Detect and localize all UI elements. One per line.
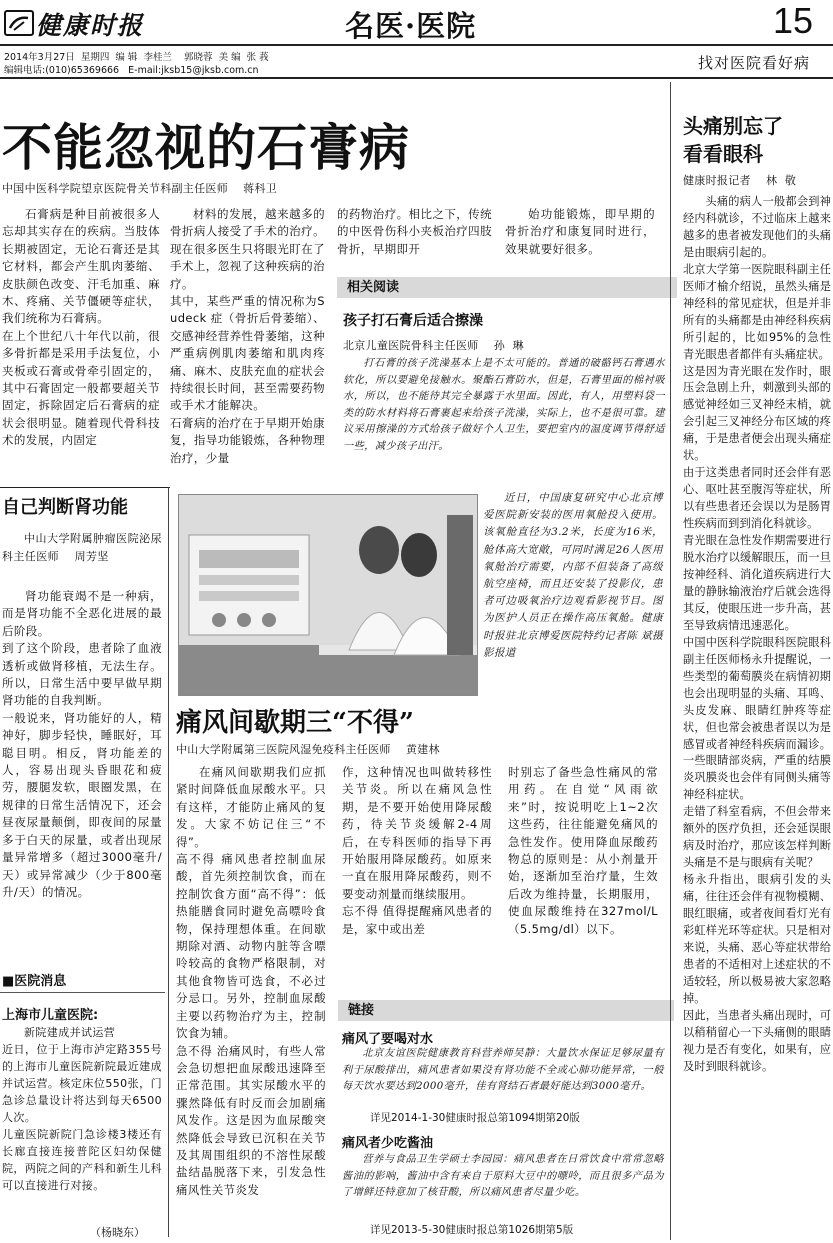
- gout-headline: 痛风间歇期三“不得”: [176, 708, 414, 738]
- main-col-2: 材料的发展，越来越多的骨折病人接受了手术的治疗。现在很多医生只将眼光盯在了手术上，忽视了这种疾病的治疗。 其中，某些严重的情况称为Sudeck 症（骨折后骨萎缩）、交感神经营养性骨萎缩，这种严重病例肌肉萎缩和肌肉疼痛、麻木、皮肤充血的症状会持续很长时间，甚至需要药物或手术才能解决。 石膏病的治疗在于早期开始康复，指导功能锻炼，各种物理治疗，少量: [170, 207, 325, 465]
- hospital-news-title: 上海市儿童医院:: [2, 1008, 99, 1023]
- gout-col-3: 时别忘了备些急性痛风的常用药。在自觉“风雨欲来”时，按说明吃上1~2次这些药，往往能避免痛风的急性发作。使用降血尿酸药物总的原则是：从小剂量开始，逐渐加至治疗量，生效后改为维持量，长期服用，使血尿酸维持在327mol/L（5.5mg/dl）以下。: [508, 765, 658, 936]
- issue-line: 2014年3月27日 星期四 编 辑 李桂兰 郭晓蓉 美 编 张 莪: [4, 52, 269, 63]
- slogan: 找对医院看好病: [698, 54, 811, 72]
- gout-byline: 中山大学附属第三医院风湿免疫科主任医师 黄建林: [176, 743, 440, 756]
- main-col-1: 石膏病是种目前被很多人忘却其实存在的疾病。当肢体长期被固定，无论石膏还是其它材料，都会产生肌肉萎缩、皮肤颜色改变、汗毛加重、麻木、疼痛、关节僵硬等症状，我们统称为石膏病。 在上个世纪八十年代以前，很多骨折都是采用手法复位，小夹板或石膏或骨牵引固定的，其中石膏固定一般都要超关节固定，拆除固定后石膏病的症状会很明显。随着现代骨科技术的发展，内固定: [2, 207, 160, 448]
- left-column-separator: [168, 487, 169, 1237]
- link-item2-body: 营养与食品卫生学硕士李园园：痛风患者在日常饮食中常常忽略酱油的影响，酱油中含有来自于原料大豆中的嘌呤，而且很多产品为了增鲜还特意加了核苷酸，所以痛风患者尽量少吃。: [342, 1154, 664, 1198]
- hospital-news-author: （杨晓东）: [90, 1226, 145, 1239]
- masthead-bottom-rule: [0, 77, 833, 79]
- main-col-4: 始功能锻炼，即早期的骨折治疗和康复同时进行，效果就要好很多。: [505, 207, 655, 256]
- related-byline: 北京儿童医院骨科主任医师 孙 琳: [343, 339, 524, 352]
- hospital-news-body: 新院建成并试运营 近日，位于上海市泸定路355号的上海市儿童医院新院最近建成并试运营。核定床位550张，门急诊总量设计将达到每天6500人次。 儿童医院新院门急诊楼3楼还有长廊直接连接普陀区妇幼保健院，两院之间的产科和新生儿科可以直接进行对接。: [2, 1026, 162, 1192]
- gout-col-1: 在痛风间歇期我们应抓紧时间降低血尿酸水平。只有这样，才能防止痛风的复发。大家不妨记住三“不得”。 高不得 痛风患者控制血尿酸，首先须控制饮食，而在控制饮食方面“高不得”：低热能膳食同时避免高嘌呤食物，保持理想体重。在间歇期除对酒、动物内脏等含嘌呤较高的食物严格限制，对其他食物皆可选食，不必过分忌口。另外，控制血尿酸主要以药物治疗为主，控制饮食为辅。 急不得 治痛风时，有些人常会急切想把血尿酸迅速降至正常范围。其实尿酸水平的骤然降低有时反而会加剧痛风发作。这是因为血尿酸突然降低会导致已沉积在关节及其周围组织的不溶性尿酸盐结晶脱落下来，引发急性痛风性关节炎发: [176, 765, 326, 1197]
- masthead-logo: 健康时报: [36, 11, 145, 40]
- kidney-body: 肾功能衰竭不是一种病，而是肾功能不全恶化进展的最后阶段。 到了这个阶段，患者除了血液透析或做肾移植，无法生存。所以，日常生活中要早做早期肾功能的自我判断。 一般说来，肾功能好的人，精神好，脚步轻快，睡眠好，耳聪目明。相反，肾功能差的人，容易出现头昏眼花和疲劳，腰腿发软，眼圈发黑，在规律的日常生活情况下，还会昼夜尿量颠倒，即夜间的尿量多于白天的尿量，或者出现尿量异常增多（超过3000毫升/天）或异常减少（少于800毫升/天）的情况。: [2, 589, 162, 899]
- gout-col-2: 作，这种情况也叫做转移性关节炎。所以在痛风急性期，是不要开始使用降尿酸药，待关节炎缓解2-4周后，在专科医师的指导下再开始服用降尿酸药。如原来一直在服用降尿酸药，则不要变动剂量而继续服用。 忘不得 值得提醒痛风患者的是，家中或出差: [342, 765, 492, 936]
- photo-caption: 近日，中国康复研究中心北京博爱医院新安装的医用氧舱投入使用。该氧舱直径为3.2米，长度为16米，舱体高大宽敞，可同时满足26人医用氧舱治疗需要，内部不但装备了高级航空座椅，而且还安装了投影仪，患者可边吸氧治疗边观看影视节目。图为医护人员正在操作高压氧舱。健康时报驻北京博爱医院特约记者陈 斌摄影报道: [483, 492, 663, 659]
- link-item1-body: 北京友谊医院健康教育科营养师吴静：大量饮水保证足够尿量有利于尿酸排出，痛风患者如果没有肾功能不全或心肺功能异常，一般每天饮水要达到2000毫升，佳有肾结石者最好能达到3000毫升。: [342, 1048, 664, 1092]
- headache-body: 头痛的病人一般都会到神经内科就诊，不过临床上越来越多的患者被发现他们的头痛是由眼病引起的。 北京大学第一医院眼科副主任医师才榆介绍说，虽然头痛是神经科的常见症状，但是并非所有的头痛都是由神经科疾病所引起的，比如95%的急性青光眼患者都伴有头痛症状。 这是因为青光眼在发作时，眼压会急剧上升，刺激到头部的感觉神经如三叉神经末梢，就会引起三叉神经分布区域的疼痛，于是患者便会出现头痛症状。 由于这类患者同时还会伴有恶心、呕吐甚至腹泻等症状，所以有些患者还会误以为是肠胃性疾病而到到消化科就诊。 青光眼在急性发作期需要进行脱水治疗以缓解眼压，而一旦按神经科、消化道疾病进行大量的静脉输液治疗后就会选得其反，使眼压进一步升高，甚至导致病情迅速恶化。 中国中医科学院眼科医院眼科副主任医师杨永升提醒说，一些类型的葡萄膜炎在病情初期也会出现明显的头痛、耳鸣、头皮发麻、眼睛红肿疼等症状，但也常会被患者误以为是感冒或者神经科疾病而漏诊。一些眼睛部炎病，严重的结膜炎巩膜炎也会伴有同侧头痛等神经科症状。 走错了科室看病，不但会带来额外的医疗负担，还会延误眼病及时治疗，那应该怎样判断头痛是不是与眼病有关呢？ 杨永升指出，眼病引发的头痛，往往还会伴有视物模糊、眼红眼痛，或者夜间看灯光有彩虹样光环等症状。只是相对来说，头痛、恶心等症状带给患者的不适相对上述症状的不适较轻，所以极易被大家忽略掉。 因此，当患者头痛出现时，可以稍稍留心一下头痛侧的眼睛视力是否有变化，如果有，应及时到眼科就诊。: [683, 195, 831, 1073]
- logo-mark-icon: [4, 10, 34, 36]
- masthead: [0, 0, 833, 80]
- headache-headline-line1: 头痛别忘了: [683, 114, 783, 138]
- headache-byline: 健康时报记者 林 敬: [683, 174, 797, 187]
- link-item2-ref: 详见2013-5-30健康时报总第1026期第5版: [370, 1224, 574, 1236]
- kidney-byline: 中山大学附属肿瘤医院泌尿科主任医师 周芳坚: [2, 532, 162, 563]
- related-box-label: 相关阅读: [337, 277, 677, 298]
- related-title: 孩子打石膏后适合擦澡: [343, 313, 483, 329]
- contact-line: 编辑电话:(010)65369666 E-mail:jksb15@jksb.com.cn: [4, 65, 259, 76]
- hospital-news-label: ■医院消息: [2, 974, 67, 989]
- page-number: 15: [773, 0, 814, 41]
- link-item1-title: 痛风了要喝对水: [342, 1032, 434, 1047]
- masthead-rule: [0, 44, 833, 46]
- main-headline: 不能忽视的石膏病: [2, 118, 410, 177]
- main-byline: 中国中医科学院望京医院骨关节科副主任医师 蒋科卫: [2, 182, 278, 195]
- right-column-separator: [670, 82, 671, 1240]
- headache-headline-line2: 看看眼科: [683, 142, 763, 166]
- kidney-headline: 自己判断肾功能: [2, 497, 128, 518]
- kidney-top-rule: [0, 487, 170, 488]
- main-col-3: 的药物治疗。相比之下，传统的中医骨伤科小夹板治疗四肢骨折，早期即开: [337, 207, 492, 256]
- link-box-header: 链接: [338, 1000, 674, 1021]
- related-body: 打石膏的孩子洗澡基本上是不太可能的。普通的破骼钙石膏遇水软化，所以要避免接触水。聚酯石膏防水，但是，石膏里面的棉衬吸水，所以，也不能待其完全暴露于水里面。因此，有人，用塑料袋一类的防水材料将石膏裹起来给孩子洗澡，实际上，也不是很可靠。建议采用擦澡的方式给孩子做好个人卫生，要把室内的温度调节得舒适一些，减少孩子出汗。: [343, 358, 665, 452]
- link-item1-ref: 详见2014-1-30健康时报总第1094期第20版: [370, 1112, 580, 1124]
- link-item2-title: 痛风者少吃酱油: [342, 1136, 434, 1151]
- hyperbaric-chamber-photo: [178, 494, 478, 696]
- news-divider: [0, 992, 165, 993]
- section-title: 名医·医院: [345, 9, 477, 43]
